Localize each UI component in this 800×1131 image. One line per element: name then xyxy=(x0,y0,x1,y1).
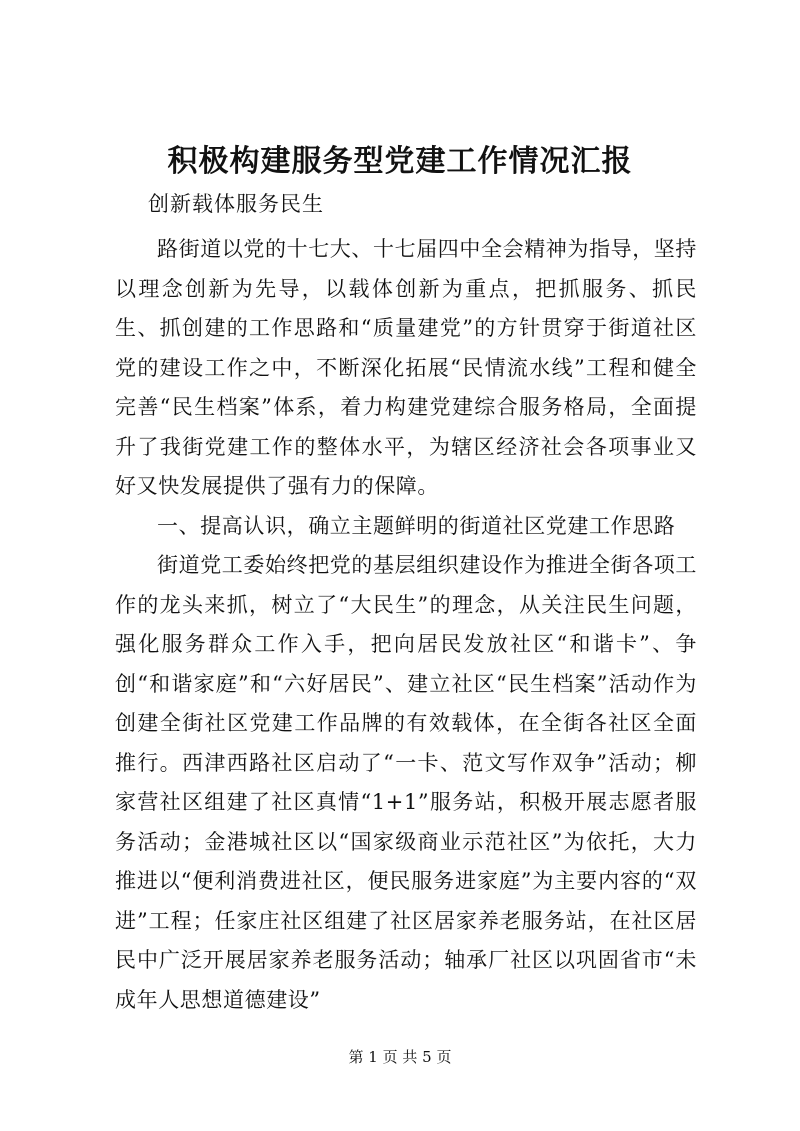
document-subtitle: 创新载体服务民生 xyxy=(148,192,324,216)
paragraph-intro: 路街道以党的十七大、十七届四中全会精神为指导，坚持以理念创新为先导，以载体创新为重点，把抓服务、抓民生、抓创建的工作思路和“质量建党”的方针贯穿于街道社区党的建设工作之中，不断深化拓展“民情流水线”工程和健全完善“民生档案”体系，着力构建党建综合服务格局，全面提升了我街党建工作的整体水平，为辖区经济社会各项事业又好又快发展提供了强有力的保障。 xyxy=(115,237,697,498)
section-heading-1: 一、提高认识，确立主题鲜明的街道社区党建工作思路 xyxy=(157,513,676,538)
document-body xyxy=(115,230,697,1020)
document-title: 积极构建服务型党建工作情况汇报 xyxy=(167,144,633,179)
paragraph-section-1: 街道党工委始终把党的基层组织建设作为推进全街各项工作的龙头来抓，树立了“大民生”的理念，从关注民生问题，强化服务群众工作入手，把向居民发放社区“和谐卡”、争创“和谐家庭”和“六好居民”、建立社区“民生档案”活动作为创建全街社区党建工作品牌的有效载体，在全街各社区全面推行。西津西路社区启动了“一卡、范文写作双争”活动；柳家营社区组建了社区真情“1+1”服务站，积极开展志愿者服务活动；金港城社区以“国家级商业示范社区”为依托，大力推进以“便利消费进社区，便民服务进家庭”为主要内容的“双进”工程；任家庄社区组建了社区居家养老服务站，在社区居民中广泛开展居家养老服务活动；轴承厂社区以巩固省市“未成年人思想道德建设” xyxy=(115,553,697,1012)
page-number-footer: 第 1 页 共 5 页 xyxy=(348,1048,452,1066)
